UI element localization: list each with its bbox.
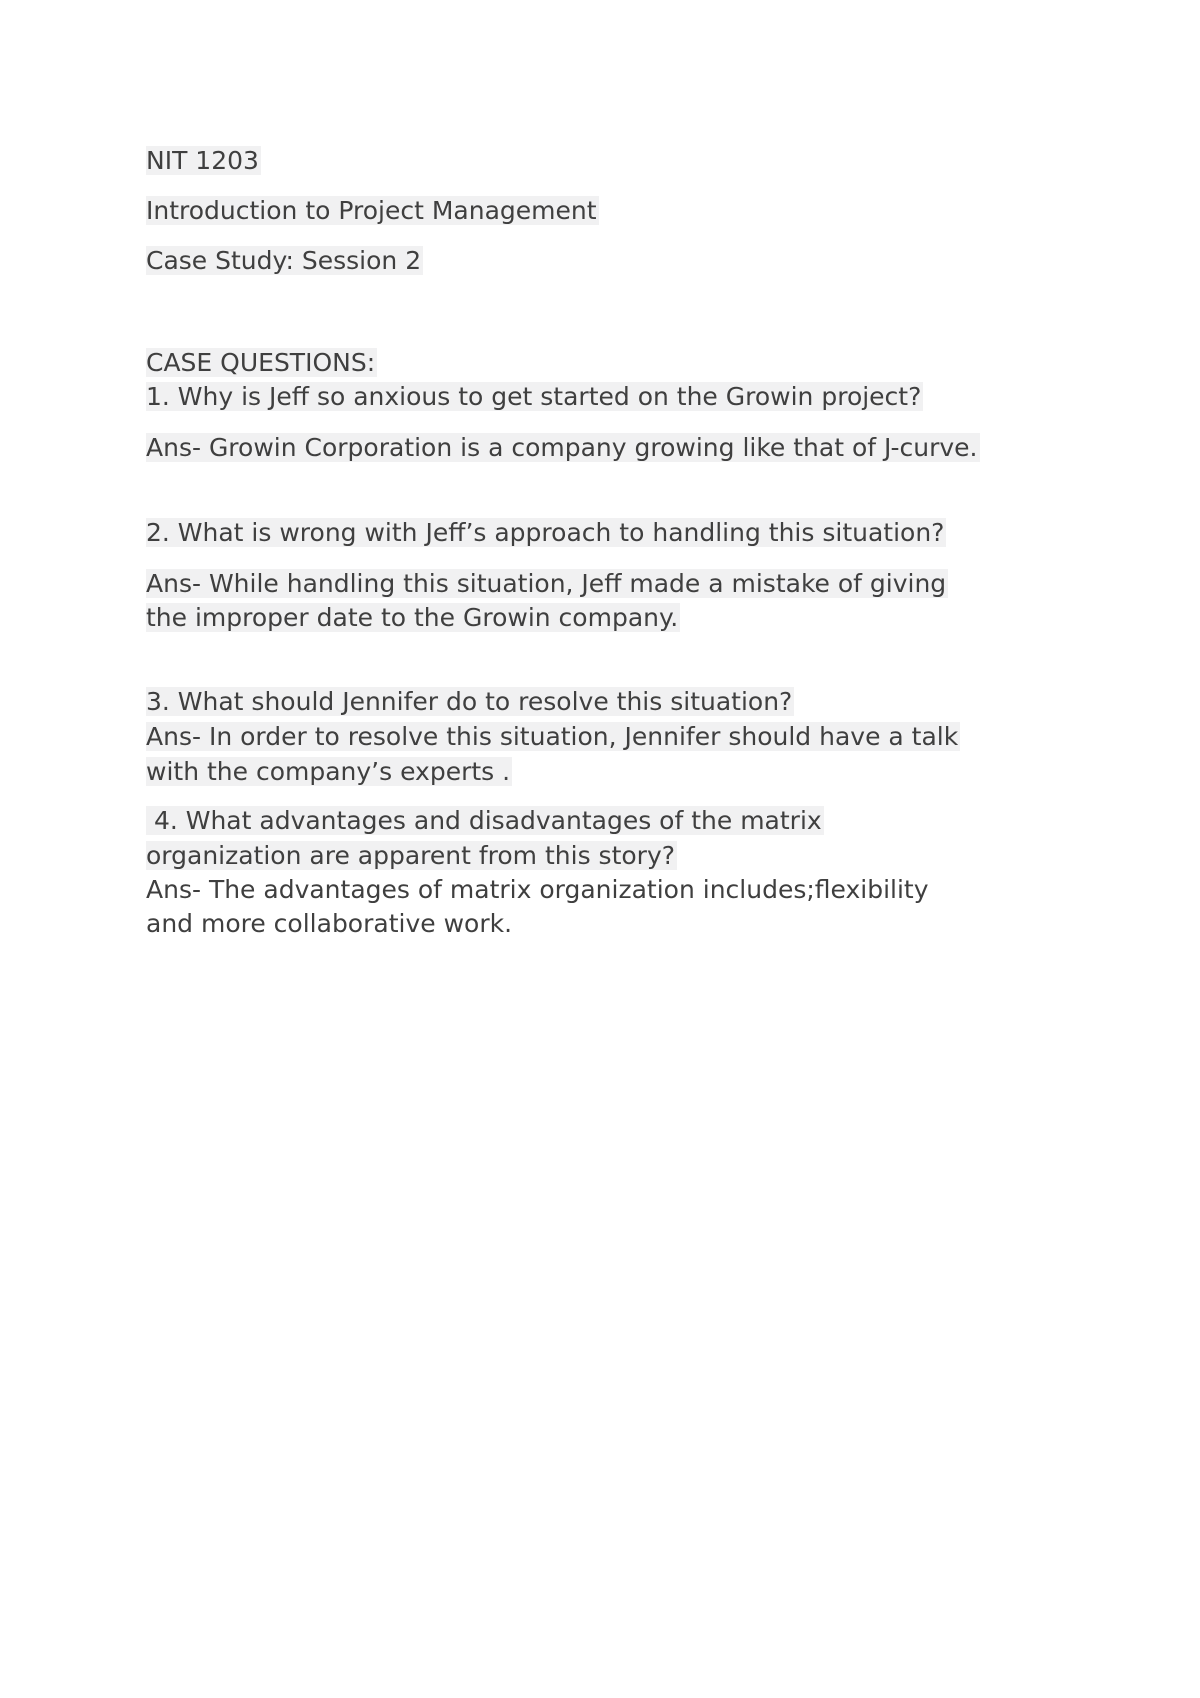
case-questions-heading: CASE QUESTIONS:: [146, 348, 376, 377]
question-2: 2. What is wrong with Jeff’s approach to handling this situation?: [146, 518, 945, 547]
answer-4-line-1: Ans- The advantages of matrix organization includes;flexibility: [146, 875, 929, 904]
course-title: Introduction to Project Management: [146, 196, 597, 225]
answer-2-line-2: the improper date to the Growin company.: [146, 603, 679, 632]
course-code: NIT 1203: [146, 146, 259, 175]
session-title: Case Study: Session 2: [146, 246, 422, 275]
answer-4-line-2: and more collaborative work.: [146, 909, 513, 938]
answer-1: Ans- Growin Corporation is a company growing like that of J-curve.: [146, 433, 978, 462]
question-1: 1. Why is Jeff so anxious to get started on the Growin project?: [146, 382, 922, 411]
answer-3-line-1: Ans- In order to resolve this situation, Jennifer should have a talk: [146, 722, 959, 751]
question-3: 3. What should Jennifer do to resolve this situation?: [146, 687, 793, 716]
answer-3-line-2: with the company’s experts .: [146, 757, 511, 786]
answer-2-line-1: Ans- While handling this situation, Jeff made a mistake of giving: [146, 569, 947, 598]
question-4-line-2: organization are apparent from this story?: [146, 841, 676, 870]
question-4-line-1: 4. What advantages and disadvantages of the matrix: [146, 806, 822, 835]
